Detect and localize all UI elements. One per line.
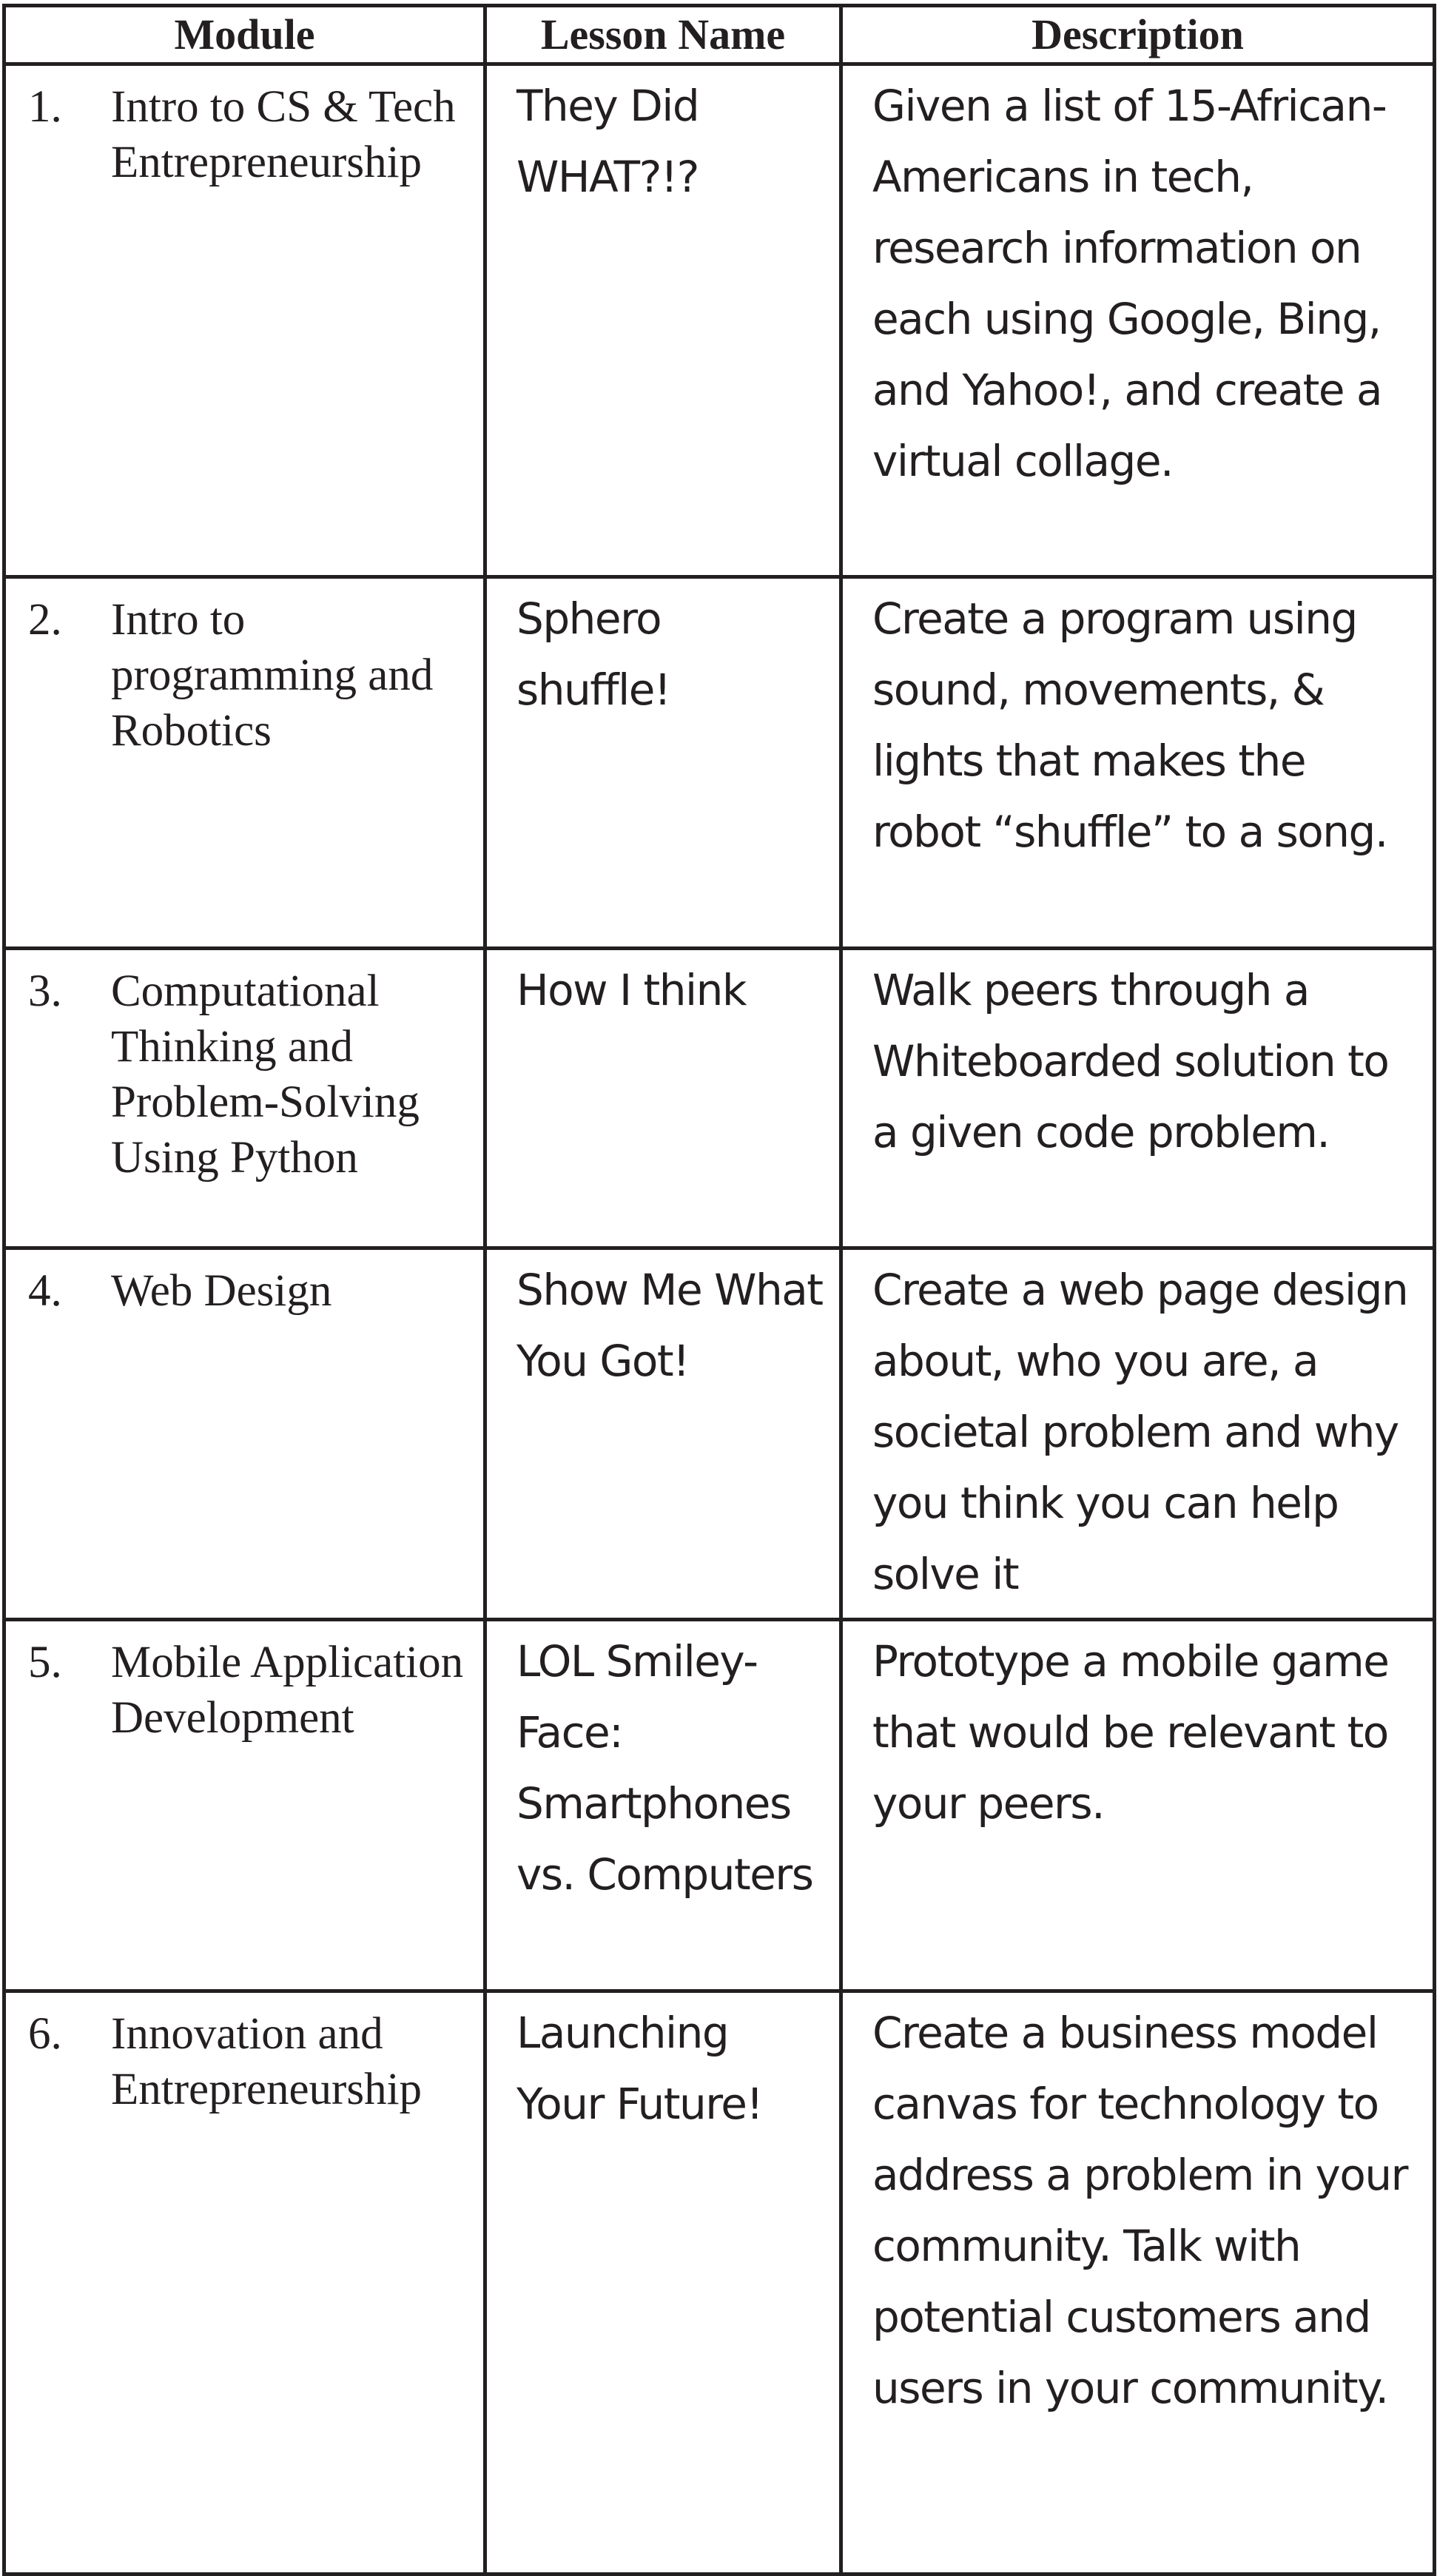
module-name: Innovation and Entrepreneurship [111,2009,423,2114]
header-lesson-name: Lesson Name [485,6,841,64]
module-cell [4,1620,485,1991]
module-name: Mobile Application Development [111,1638,464,1743]
module-cell [4,64,485,577]
description-cell: Walk peers through a Whiteboarded solution to a given code problem. [841,949,1435,1248]
module-number: 4. [28,1266,62,1316]
module-name: Computational Thinking and Problem-Solving Using Python [111,966,420,1183]
lesson-name-cell: How I think [485,949,841,1248]
lesson-name-cell: Sphero shuffle! [485,577,841,949]
module-cell [4,577,485,949]
lesson-name-cell: Show Me What You Got! [485,1248,841,1620]
table-row [4,1620,1435,1991]
header-description: Description [841,6,1435,64]
module-name: Intro to programming and Robotics [111,595,434,756]
lesson-name-cell: LOL Smiley-Face: Smartphones vs. Computers [485,1620,841,1991]
module-number: 6. [28,2009,62,2059]
module-number: 5. [28,1638,62,1687]
table-row [4,64,1435,577]
table-row [4,577,1435,949]
module-number: 2. [28,595,62,645]
header-module: Module [4,6,485,64]
lesson-name-cell: Launching Your Future! [485,1991,841,2575]
table-row [4,1991,1435,2575]
module-name: Web Design [111,1266,332,1316]
description-cell: Create a business model canvas for technology to address a problem in your community. Talk with potential customers and users in your community. [841,1991,1435,2575]
table-row [4,1248,1435,1620]
module-number: 1. [28,82,62,132]
module-name: Intro to CS & Tech Entrepreneurship [111,82,456,187]
table-row [4,949,1435,1248]
module-cell [4,1991,485,2575]
description-cell: Prototype a mobile game that would be relevant to your peers. [841,1620,1435,1991]
description-cell: Create a program using sound, movements, & lights that makes the robot “shuffle” to a song. [841,577,1435,949]
module-number: 3. [28,966,62,1016]
module-cell [4,1248,485,1620]
description-cell: Given a list of 15-African-Americans in tech, research information on each using Google, Bing, and Yahoo!, and create a virtual collage. [841,64,1435,577]
description-cell: Create a web page design about, who you are, a societal problem and why you think you can help solve it [841,1248,1435,1620]
lesson-name-cell: They Did WHAT?!? [485,64,841,577]
header-row [4,6,1435,64]
curriculum-table [2,4,1436,2576]
module-cell [4,949,485,1248]
